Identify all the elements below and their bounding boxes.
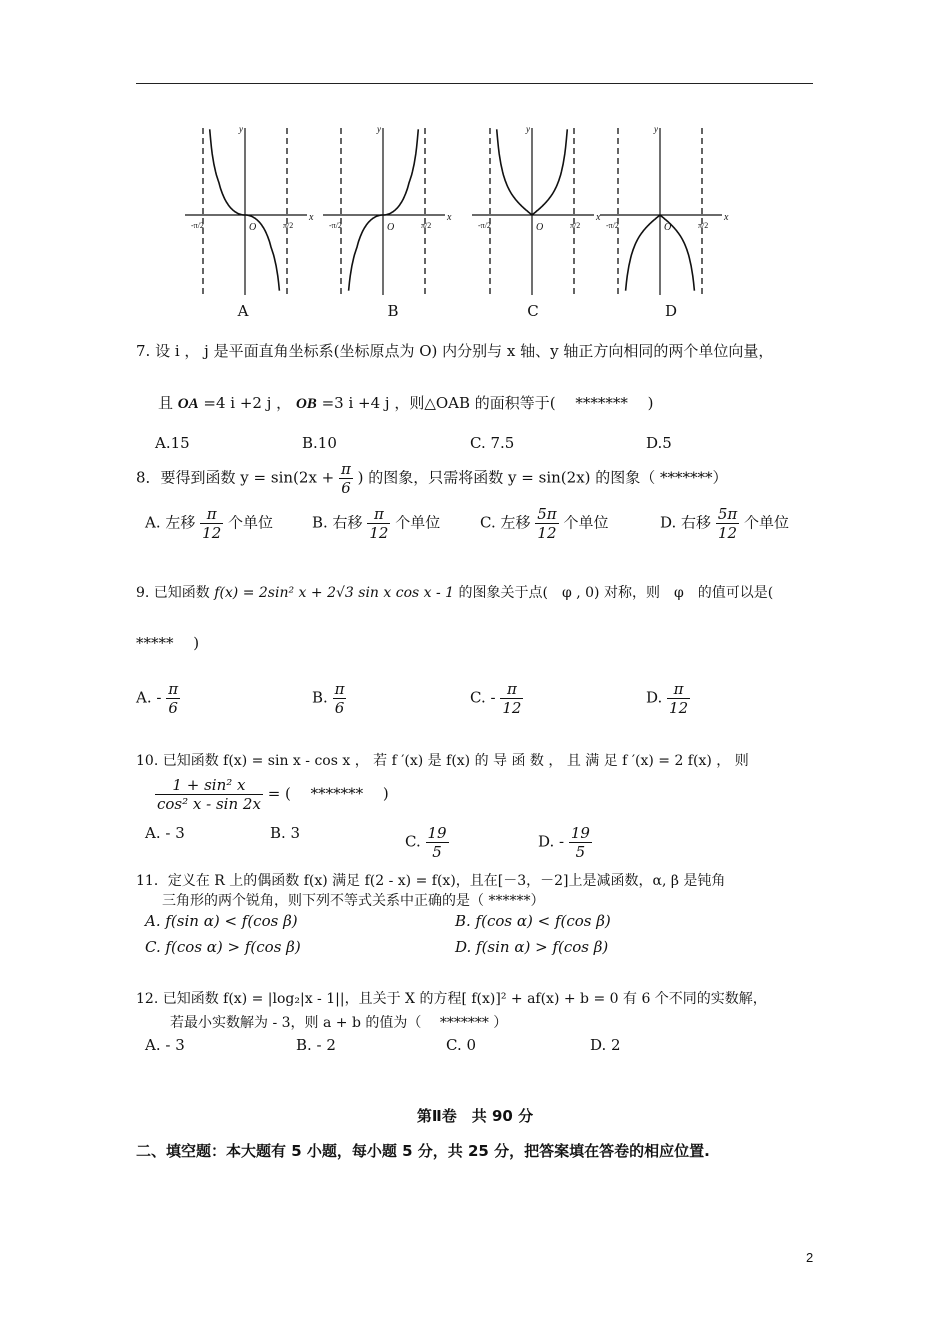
q10-option-b: B. 3	[270, 824, 301, 842]
x-label-2: x	[596, 212, 601, 223]
q10-option-a: A. - 3	[145, 824, 185, 842]
vector-ob-expression: =3 i +4 j ，则△OAB 的面积等于( ******* )	[321, 394, 654, 412]
origin-label-2: O	[536, 222, 544, 233]
y-label-1: y	[377, 124, 381, 134]
q7-option-c: C. 7.5	[470, 434, 515, 452]
question-9	[136, 582, 773, 604]
neg-tick-label-3: -π/2	[606, 221, 619, 230]
pos-tick-label-1: π/2	[421, 221, 432, 230]
q9-suffix: 的图象关于点( φ , 0) 对称，则 φ 的值可以是(	[458, 585, 774, 601]
question-10-line-1: 10. 已知函数 f(x) = sin x - cos x ， 若 f ′(x) 是 f(x) 的 导 函 数 ， 且 满 足 f ′(x) = 2 f(x) ， 则	[136, 753, 749, 769]
y-label-3: y	[654, 124, 658, 134]
q10-option-c: C. $\frac{19}{5}$	[405, 824, 447, 861]
q12-option-d: D. 2	[590, 1036, 621, 1054]
pos-tick-label-2: π/2	[570, 221, 581, 230]
q11-option-d: D. f(sin α) > f(cos β)	[455, 938, 609, 956]
pos-tick-label-3: π/2	[698, 221, 709, 230]
graph-label-c: C	[527, 302, 539, 320]
q8-option-a: A. 左移 $\frac{\pi}{12}$ 个单位	[145, 505, 274, 542]
q9-function: f(x) = 2sin² x + 2√3 sin x cos x - 1	[214, 585, 455, 601]
vector-ob: OB	[295, 396, 317, 412]
q9-option-c: C. - $\frac{\pi}{12}$	[470, 680, 522, 717]
x-label-3: x	[724, 212, 729, 223]
y-label-0: y	[239, 124, 243, 134]
section-2-instruction: 二、填空题：本大题有 5 小题，每小题 5 分，共 25 分，把答案填在答卷的相应位置.	[136, 1142, 710, 1160]
q12-option-b: B. - 2	[296, 1036, 336, 1054]
q9-option-d: D. $\frac{\pi}{12}$	[646, 680, 689, 717]
question-11-line-2: 三角形的两个锐角，则下列不等式关系中正确的是（ ******）	[162, 893, 545, 909]
origin-label-3: O	[664, 222, 672, 233]
q10-option-d: D. - $\frac{19}{5}$	[538, 824, 590, 861]
origin-label-0: O	[249, 222, 257, 233]
graph-label-d: D	[664, 302, 678, 320]
question-11-line-1: 11．定义在 R 上的偶函数 f(x) 满足 f(2 - x) = f(x)，且在[－3，－2]上是减函数，α, β 是钝角	[136, 873, 726, 889]
question-12-line-2: 若最小实数解为 - 3，则 a + b 的值为（ ******* ）	[170, 1015, 508, 1031]
q9-option-b: B. $\frac{\pi}{6}$	[312, 680, 345, 717]
q7-prefix: 且	[158, 394, 174, 412]
q8-option-b: B. 右移 $\frac{\pi}{12}$ 个单位	[312, 505, 441, 542]
y-label-2: y	[526, 124, 530, 134]
q12-option-a: A. - 3	[145, 1036, 185, 1054]
neg-tick-label-1: -π/2	[329, 221, 342, 230]
q12-option-c: C. 0	[446, 1036, 477, 1054]
q7-option-a: A.15	[155, 434, 190, 452]
vector-oa-expression: =4 i +2 j ，	[203, 394, 292, 412]
question-10-line-2	[155, 776, 389, 813]
pos-tick-label-0: π/2	[283, 221, 294, 230]
q8-option-d: D. 右移 $\frac{5\pi}{12}$ 个单位	[660, 505, 790, 542]
q7-option-d: D.5	[646, 434, 672, 452]
question-7-line-1: 7. 设 i ， j 是平面直角坐标系(坐标原点为 O) 内分别与 x 轴、y 轴正方向相同的两个单位向量，	[136, 342, 774, 360]
function-graphs-figure	[180, 120, 740, 320]
q11-option-c: C. f(cos α) > f(cos β)	[145, 938, 301, 956]
header-rule	[136, 83, 813, 84]
graph-layer	[185, 124, 729, 295]
origin-label-1: O	[387, 222, 395, 233]
q7-option-b: B.10	[302, 434, 337, 452]
q9-option-a: A. - $\frac{\pi}{6}$	[136, 680, 179, 717]
q10-fraction: $\frac{\text{1 + sin² x}}{\text{cos² x - sin 2x}}$	[157, 776, 261, 813]
question-9-continuation: ***** )	[136, 634, 200, 652]
q8-fraction: $\frac{\pi}{6}$	[341, 460, 351, 497]
graph-label-b: B	[387, 302, 399, 320]
neg-tick-label-2: -π/2	[478, 221, 491, 230]
q8-option-c: C. 左移 $\frac{5\pi}{12}$ 个单位	[480, 505, 609, 542]
q9-prefix: 9. 已知函数	[136, 585, 210, 601]
question-12-line-1: 12. 已知函数 f(x) = |log₂|x - 1||，且关于 X 的方程[ f(x)]² + af(x) + b = 0 有 6 个不同的实数解，	[136, 991, 767, 1007]
vector-oa: OA	[177, 396, 199, 412]
q11-option-b: B. f(cos α) < f(cos β)	[455, 912, 611, 930]
q8-prefix: 8．要得到函数 y = sin(2x +	[136, 468, 335, 487]
q11-option-a: A. f(sin α) < f(cos β)	[145, 912, 298, 930]
page-number: 2	[806, 1250, 814, 1265]
part-2-title: 第Ⅱ卷 共 90 分	[416, 1107, 534, 1125]
graph-label-a: A	[237, 302, 249, 320]
q8-suffix: ) 的图象，只需将函数 y = sin(2x) 的图象（ *******）	[357, 468, 728, 487]
question-7-line-2	[158, 392, 654, 415]
neg-tick-label-0: -π/2	[191, 221, 204, 230]
question-8	[136, 460, 728, 497]
x-label-0: x	[309, 212, 314, 223]
x-label-1: x	[447, 212, 452, 223]
q10-suffix: = ( ******* )	[267, 784, 389, 803]
